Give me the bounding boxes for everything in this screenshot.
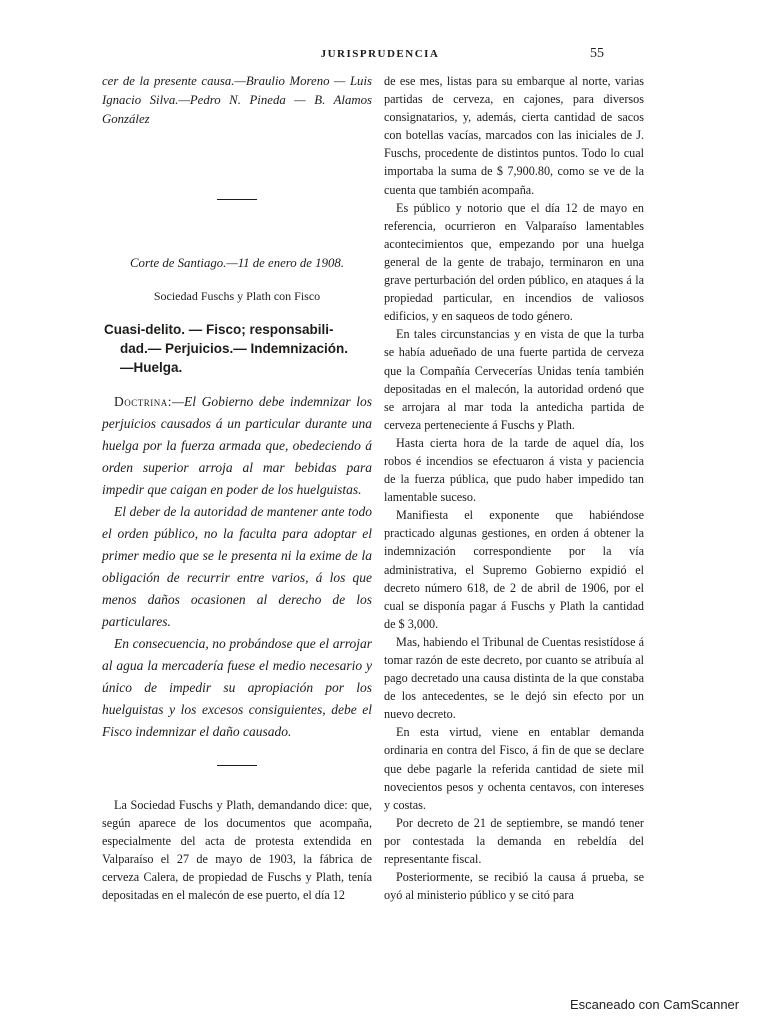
- doctrine-label: Doctrina:: [114, 394, 172, 409]
- doctrine-text: —El Gobierno debe indemnizar los perjuicios causados á un particular durante una huelga por la fuerza armada que, obedeciendo á orden superior arroja al mar bebidas para impedir que caigan en poder de los huelguistas.: [102, 394, 372, 497]
- body-paragraph: En tales circunstancias y en vista de que la turba se había adueñado de una fuerte partida de cerveza que la Compañía Cervecerías Unidas tenía también depositadas en el malecón, la autoridad ordenó que se arrojara al mar toda la antedicha partida de cerveza perteneciente á Fuschs y Plath.: [384, 327, 644, 432]
- scanner-watermark: Escaneado con CamScanner: [570, 997, 740, 1012]
- body-paragraph: Hasta cierta hora de la tarde de aquel día, los robos é incendios se efectuaron á vista y paciencia de la fuerza pública, que pudo haber impedido tan lamentable suceso.: [384, 435, 644, 505]
- court-date: Corte de Santiago.—11 de enero de 1908.: [130, 256, 344, 270]
- body-paragraph: Manifiesta el exponente que habiéndose practicado algunas gestiones, en orden á obtener la indemnización correspondiente por la vía administrativa, el Supremo Gobierno expidió el decreto número 618, de 2 de abril de 1906, por el cual se disponía pagar á Fuschs y Plath la cantidad de $ 3,000.: [384, 508, 644, 631]
- summary-line: —Huelga.: [120, 360, 183, 375]
- body-paragraph: Mas, habiendo el Tribunal de Cuentas resistídose á tomar razón de este decreto, por cuanto se atribuía al pago decretado una causa distinta de la que constaba de los antecedentes, se le dejó sin efecto por un nuevo decreto.: [384, 634, 644, 722]
- case-summary: [102, 320, 372, 377]
- page-number: 55: [590, 46, 604, 61]
- body-paragraph: La Sociedad Fuschs y Plath, demandando dice: que, según aparece de los documentos que acompaña, especialmente del acta de protesta extendida en Valparaíso el 27 de mayo de 1903, la fábrica de cerveza Calera, de propiedad de Fuschs y Plath, tenía depositadas en el malecón de ese puerto, el día 12: [102, 798, 372, 902]
- body-paragraph: Posteriormente, se recibió la causa á prueba, se oyó al ministerio público y se citó para: [384, 870, 644, 903]
- case-title: Sociedad Fuschs y Plath con Fisco: [153, 289, 321, 303]
- doctrine-paragraph: [102, 391, 372, 501]
- body-paragraph: de ese mes, listas para su embarque al norte, varias partidas de cerveza, en cajones, para diversos consignatarios, y, además, cierta cantidad de sacos con botellas vacías, marcados con las iniciales de J. Fuschs, procedente de distintos puntos. Todo lo cual importaba la suma de $ 7,900.80, como se ve de la cuenta que también acompaña.: [384, 74, 644, 197]
- running-header: JURISPRUDENCIA: [320, 48, 440, 60]
- summary-line: dad.— Perjuicios.— Indemnización.: [120, 341, 349, 356]
- body-paragraph: En esta virtud, viene en entablar demanda ordinaria en contra del Fisco, á fin de que se declare que debe pagarle la referida cantidad de siete mil novecientos pesos y ochenta centavos, con intereses y costas.: [384, 725, 644, 812]
- body-paragraph: Es público y notorio que el día 12 de mayo en referencia, ocurrieron en Valparaíso lamentables acontecimientos que, empezando por una huelga general de la gente de trabajo, terminaron en una grave perturbación del orden público, en ataques á la propiedad particular, en incendios de valiosos edificios, y en saqueos de todo género.: [384, 200, 644, 324]
- opening-fragment: cer de la presente causa.—Braulio Moreno — Luis Ignacio Silva.—Pedro N. Pineda — B. Alamos González: [102, 74, 372, 126]
- summary-line: Cuasi-delito. — Fisco; responsabili-: [104, 322, 334, 337]
- body-paragraph: Por decreto de 21 de septiembre, se mandó tener por contestada la demanda en rebeldía del representante fiscal.: [384, 815, 644, 867]
- doctrine-paragraph: El deber de la autoridad de mantener ante todo el orden público, no la faculta para adoptar el primer medio que se le presenta ni la exime de la obligación de recurrir entre varios, á los que menos daños ocasionen al derecho de los particulares.: [102, 504, 372, 629]
- left-column: [102, 72, 372, 904]
- right-column: [384, 72, 644, 904]
- doctrine-paragraph: En consecuencia, no probándose que el arrojar al agua la mercadería fuese el medio necesario y único de impedir su apropiación por los huelguistas y los excesos consiguientes, debe el Fisco indemnizar el daño causado.: [102, 636, 372, 739]
